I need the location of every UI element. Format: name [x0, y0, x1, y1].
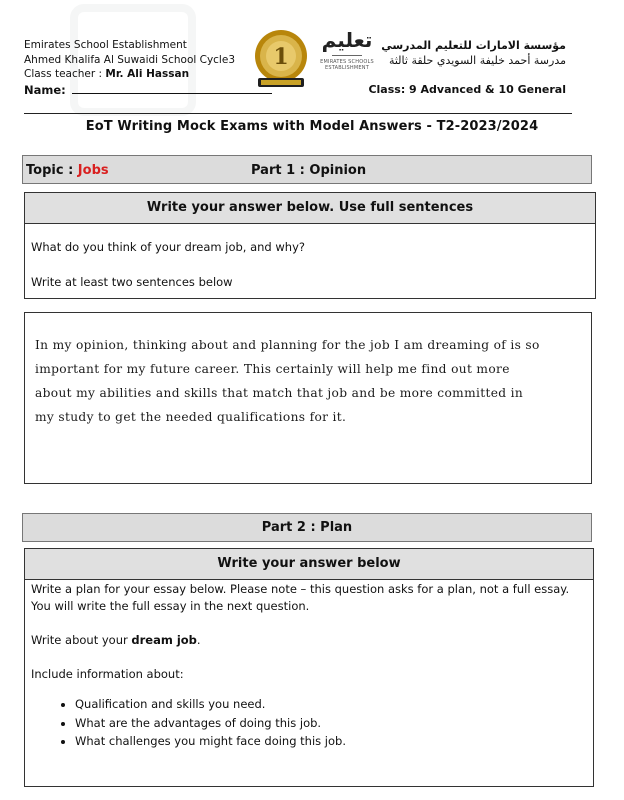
- student-name-field[interactable]: [24, 82, 272, 97]
- part2-body: [25, 580, 593, 751]
- topic-value: Jobs: [77, 163, 109, 178]
- teacher-name: Mr. Ali Hassan: [105, 68, 190, 80]
- logo-arabic-word: تعليم: [321, 28, 373, 52]
- list-item: • Qualification and skills you need.: [75, 695, 587, 714]
- header-divider: [24, 113, 572, 114]
- part1-instruction: Write at least two sentences below: [31, 275, 233, 289]
- part2-write-about: Write about your dream job.: [31, 633, 201, 647]
- dream-job-emphasis: dream job: [131, 633, 197, 647]
- part2-title: Part 2 : Plan: [261, 520, 353, 535]
- list-item: • What are the advantages of doing this job.: [75, 714, 587, 733]
- answer-line: about my abilities and skills that match that job and be more committed in: [35, 386, 524, 400]
- org-name-ar: مؤسسة الامارات للتعليم المدرسي: [381, 39, 566, 52]
- part1-title: Part 1 : Opinion: [251, 163, 367, 178]
- part2-title-bar: [22, 513, 592, 542]
- part2-intro: Write a plan for your essay below. Please note – this question asks for a plan, not a full essay. You will write the full essay in the next question.: [31, 582, 570, 613]
- ese-logo: [318, 26, 376, 92]
- award-medal-logo: [248, 26, 314, 92]
- header-left: [24, 38, 235, 82]
- school-name-ar: مدرسة أحمد خليفة السويدي حلقة ثالثة: [388, 54, 566, 67]
- part1-answer-box[interactable]: [24, 312, 592, 484]
- logo-divider: [332, 55, 362, 56]
- header-right: [381, 38, 566, 68]
- answer-line: In my opinion, thinking about and planning for the job I am dreaming of is so: [35, 338, 540, 352]
- name-blank-line[interactable]: [72, 82, 272, 94]
- logo-subtitle: EMIRATES SCHOOLS ESTABLISHMENT: [320, 59, 374, 71]
- name-label: Name:: [24, 83, 66, 97]
- exam-title: EoT Writing Mock Exams with Model Answers - T2-2023/2024: [85, 119, 539, 134]
- part2-bullet-list: [31, 695, 587, 751]
- class-teacher: Class teacher : Mr. Ali Hassan: [24, 68, 190, 80]
- part2-include-label: Include information about:: [31, 667, 184, 681]
- part1-box-heading: Write your answer below. Use full sentences: [25, 193, 595, 224]
- class-info: Class: 9 Advanced & 10 General: [368, 83, 566, 96]
- part2-box-heading: Write your answer below: [25, 549, 593, 580]
- part1-answer-text: [25, 313, 591, 429]
- answer-line: my study to get the needed qualifications for it.: [35, 410, 347, 424]
- school-name-en: Ahmed Khalifa Al Suwaidi School Cycle3: [24, 53, 235, 66]
- part1-topic-bar: [22, 155, 592, 184]
- topic-label: Topic : Jobs: [26, 163, 109, 178]
- part1-question-box: [24, 192, 596, 299]
- part2-question-box: [24, 548, 594, 787]
- medal-number: 1: [273, 44, 289, 70]
- org-name-en: Emirates School Establishment: [24, 39, 187, 51]
- answer-line: important for my future career. This certainly will help me find out more: [35, 362, 510, 376]
- part1-question: What do you think of your dream job, and why?: [31, 240, 305, 254]
- list-item: • What challenges you might face doing this job.: [75, 732, 587, 751]
